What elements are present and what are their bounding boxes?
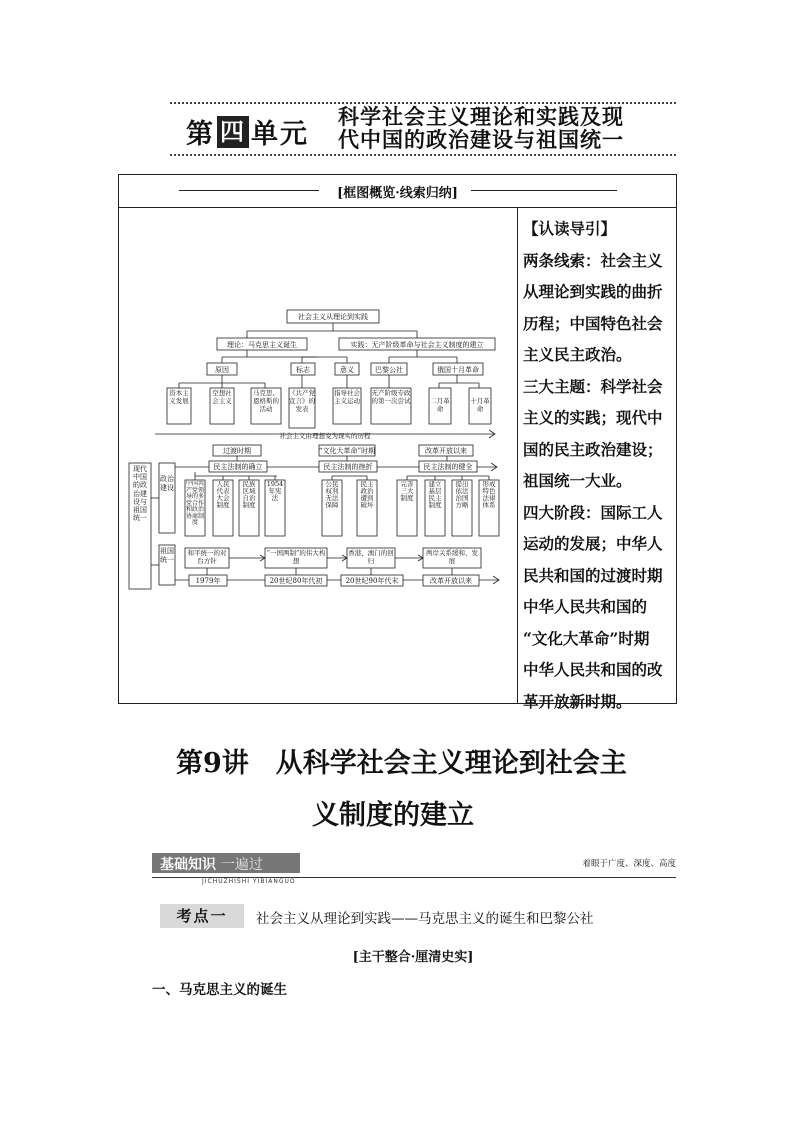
reading-guide	[523, 213, 677, 717]
column-divider	[517, 207, 518, 704]
unit-title-line2: 代中国的政治建设与祖国统一	[338, 128, 624, 152]
unit-number: 四	[217, 116, 249, 148]
diagram-utopian: 空想社会主义	[212, 389, 232, 405]
diagram-y4: 改革开放以来	[430, 577, 472, 585]
diagram-reform: 改革开放以来	[425, 447, 467, 455]
diagram-feb-rev: 二月革命	[430, 397, 450, 413]
diagram-v2: 人民代表大会制度	[216, 481, 230, 509]
unit-suffix: 单元	[251, 119, 309, 150]
diagram-manifesto: 《共产党宣言》的发表	[289, 389, 315, 413]
diagram-reason: 原因	[215, 366, 229, 374]
guide-line: 国的民主政治建设；	[523, 439, 663, 459]
lesson-title	[176, 738, 696, 842]
diagram-v1: 中国共产党领导的多党合作和政治协商制度	[186, 481, 204, 526]
banner-dark-text: 基础知识	[160, 857, 216, 873]
guide-heading: 【认读导引】	[523, 219, 617, 238]
unit-title	[338, 106, 624, 152]
diagram-u4: 两岸关系缓和、发展	[426, 549, 478, 565]
guide-line: 两条线索：社会主义	[523, 250, 663, 270]
diagram-establish: 民主法制的确立	[213, 463, 263, 471]
diagram-y3: 20世纪90年代末	[345, 577, 399, 585]
diagram-v9: 提出依法治国方略	[455, 481, 469, 509]
section-heading: 一、马克思主义的诞生	[152, 982, 287, 998]
diagram-left-title: 现代中国的政治建设与祖国统一	[133, 465, 147, 523]
unit-prefix: 第	[186, 119, 215, 150]
diagram-meaning: 意义	[340, 366, 354, 374]
unit-header	[170, 100, 676, 158]
diagram-u3: 香港、澳门的回归	[348, 549, 394, 565]
guide-line: 历程；中国特色社会	[523, 313, 663, 333]
diagram-arrow-label: 社会主义由理想变为现实的历程	[279, 432, 371, 440]
diagram-v10: 形成特色法律体系	[482, 481, 496, 509]
guide-line: 主义民主政治。	[523, 345, 632, 364]
guide-line: 民共和国的过渡时期	[523, 565, 663, 585]
diagram-transition: 过渡时期	[223, 447, 251, 455]
diagram-october: 俄国十月革命	[437, 366, 479, 374]
dotted-rule-bottom	[170, 154, 676, 156]
diagram-commune: 巴黎公社	[375, 366, 403, 374]
diagram-y2: 20世纪80年代初	[269, 577, 323, 585]
diagram-practice: 实践：无产阶级革命与社会主义制度的建立	[350, 341, 484, 349]
guide-line: 祖国统一大业。	[523, 471, 632, 490]
diagram-sign: 标志	[296, 366, 310, 374]
diagram-v3: 民族区域自治制度	[242, 481, 256, 509]
dotted-rule-top	[170, 102, 676, 104]
diagram-u2: “一国两制”的伟大构想	[266, 549, 326, 565]
guide-line: 三大主题：科学社会	[523, 376, 663, 396]
guide-line: 四大阶段：国际工人	[523, 502, 663, 522]
diagram-first-attempt: 无产阶级专政的第一次尝试	[371, 389, 411, 405]
diagram-setback: 民主法制的挫折	[323, 463, 373, 471]
banner-light-text: 一遍过	[220, 857, 263, 873]
diagram-improve: 民主法制的健全	[423, 463, 473, 471]
diagram-oct-rev: 十月革命	[470, 397, 490, 413]
diagram-capitalism: 资本主义发展	[169, 389, 189, 405]
diagram-root: 社会主义从理论到实践	[298, 313, 368, 321]
diagram-guide-movement: 指导社会主义运动	[334, 389, 360, 405]
diagram-theory: 理论：马克思主义诞生	[227, 341, 297, 349]
banner-text	[160, 854, 263, 874]
unit-label	[186, 112, 309, 151]
concept-map	[127, 305, 517, 605]
guide-line: 中华人民共和国的	[523, 597, 648, 616]
guide-line: 革开放新时期。	[523, 691, 632, 711]
diagram-unification: 祖国统一	[160, 547, 174, 564]
diagram-v6: 民主政治遭到破坏	[360, 481, 374, 509]
guide-line: 主义的实践；现代中	[523, 408, 663, 427]
diagram-y1: 1979年	[195, 577, 221, 585]
key-point-tag: 考点一	[160, 904, 244, 928]
guide-line: 中华人民共和国的改	[523, 660, 663, 679]
diagram-culture-rev: “文化大革命”时期	[318, 447, 376, 455]
banner-pinyin: JICHUZHISHI YIBIANGUO	[202, 878, 296, 885]
diagram-u1: 和平统一的对台方针	[187, 549, 227, 565]
lesson-title-line2: 义制度的建立	[312, 800, 474, 831]
framework-heading-row	[119, 175, 676, 208]
guide-line: 运动的发展；中华人	[523, 534, 663, 553]
guide-line: “文化大革命”时期	[523, 628, 650, 648]
diagram-v7: 完善三大制度	[400, 481, 414, 502]
unit-title-line1: 科学社会主义理论和实践及现	[338, 105, 624, 129]
guide-line: 从理论到实践的曲折	[523, 282, 663, 301]
basics-banner	[152, 853, 676, 885]
diagram-v8: 建立基层民主制度	[428, 481, 442, 509]
diagram-marx-activity: 马克思、恩格斯的活动	[253, 389, 279, 413]
framework-box	[118, 174, 677, 711]
banner-right-text: 着眼于广度、深度、高度	[582, 859, 676, 869]
lesson-title-line1: 第9讲 从科学社会主义理论到社会主	[176, 748, 627, 779]
key-point-text: 社会主义从理论到实践——马克思主义的诞生和巴黎公社	[256, 911, 594, 927]
framework-heading: [框图概览·线索归纳]	[337, 186, 458, 201]
diagram-v4: 1954年宪法	[266, 481, 284, 502]
diagram-politics: 政治建设	[160, 475, 174, 492]
diagram-v5: 公民权利无法保障	[325, 481, 339, 509]
subheading: [主干整合·厘清史实]	[352, 950, 474, 965]
